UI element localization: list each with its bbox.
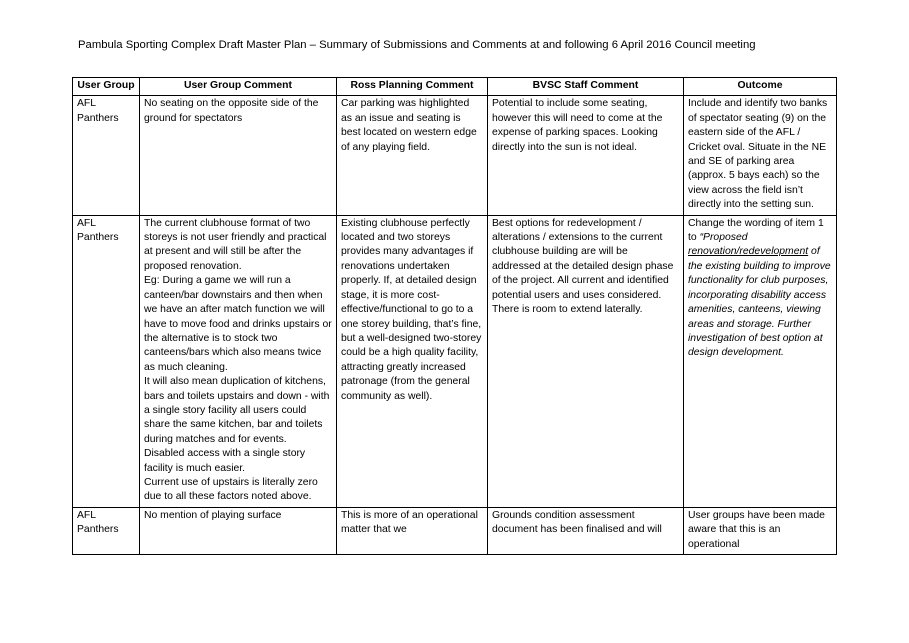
header-outcome: Outcome bbox=[684, 78, 837, 96]
cell-bvsc-staff-comment: Potential to include some seating, however this will need to come at the expense of parking spaces. Looking directly into the sun is not ideal. bbox=[488, 96, 684, 215]
outcome-quote-renovation: renovation bbox=[688, 246, 737, 258]
cell-user-group-comment bbox=[140, 215, 337, 507]
cell-ross-planning-comment: Existing clubhouse perfectly located and two storeys provides many advantages if renovations undertaken properly. If, at detailed design stage, it is more cost-effective/functional to go to a one storey building, that’s fine, but a well-designed two-storey could be a high quality facility, attracting greatly increased patronage (from the general community as well). bbox=[337, 215, 488, 507]
table-row bbox=[73, 215, 837, 507]
comment-paragraph: Current use of upstairs is literally zero due to all these factors noted above. bbox=[144, 476, 318, 503]
cell-ross-planning-comment: This is more of an operational matter that we bbox=[337, 507, 488, 554]
cell-ross-planning-comment: Car parking was highlighted as an issue and seating is best located on western edge of any playing field. bbox=[337, 96, 488, 215]
table-header-row bbox=[73, 78, 837, 96]
comment-paragraph: Disabled access with a single story facility is much easier. bbox=[144, 448, 306, 474]
cell-user-group-comment: No mention of playing surface bbox=[140, 507, 337, 554]
cell-outcome: Include and identify two banks of spectator seating (9) on the eastern side of the AFL / Cricket oval. Situate in the NE and SE of parking area (approx. 5 bays each) so the view across the field isn’t directly into the setting sun. bbox=[684, 96, 837, 215]
cell-user-group: AFL Panthers bbox=[73, 215, 140, 507]
header-ross-planning-comment: Ross Planning Comment bbox=[337, 78, 488, 96]
outcome-quote-rest: of the existing building to improve functionality for club purposes, incorporating disability access amenities, canteens, viewing areas and storage. Further investigation of best option at design development. bbox=[688, 246, 831, 359]
cell-user-group: AFL Panthers bbox=[73, 96, 140, 215]
outcome-intro: Change the wording of item 1 to bbox=[688, 217, 824, 244]
cell-bvsc-staff-comment: Grounds condition assessment document has been finalised and will bbox=[488, 507, 684, 554]
cell-outcome bbox=[684, 215, 837, 507]
table-row bbox=[73, 507, 837, 554]
header-user-group-comment: User Group Comment bbox=[140, 78, 337, 96]
document-title: Pambula Sporting Complex Draft Master Plan – Summary of Submissions and Comments at and following 6 April 2016 Council meeting bbox=[78, 39, 756, 51]
table-row bbox=[73, 96, 837, 215]
outcome-quote-open: “Proposed bbox=[699, 232, 748, 244]
cell-outcome: User groups have been made aware that this is an operational bbox=[684, 507, 837, 554]
header-bvsc-staff-comment: BVSC Staff Comment bbox=[488, 78, 684, 96]
outcome-quote-redevelopment: /redevelopment bbox=[736, 246, 809, 258]
header-user-group: User Group bbox=[73, 78, 140, 96]
cell-bvsc-staff-comment bbox=[488, 215, 684, 507]
cell-user-group-comment: No seating on the opposite side of the ground for spectators bbox=[140, 96, 337, 215]
comment-paragraph: There is room to extend laterally. bbox=[492, 304, 643, 316]
comment-paragraph: Eg: During a game we will run a canteen/bar downstairs and then when we have an after match function we will have to move food and drinks upstairs or the alternative is to stock two canteens/bars which also means twice as much cleaning. bbox=[144, 275, 332, 373]
comment-paragraph: The current clubhouse format of two storeys is not user friendly and practical at present and will still be after the proposed renovation. bbox=[144, 217, 327, 272]
comment-paragraph: It will also mean duplication of kitchens, bars and toilets upstairs and down - with a single story facility all users could share the same kitchen, bar and toilets during matches and for events. bbox=[144, 376, 330, 445]
submissions-table bbox=[72, 77, 837, 555]
cell-user-group: AFL Panthers bbox=[73, 507, 140, 554]
comment-paragraph: Best options for redevelopment / alterations / extensions to the current clubhouse building are will be addressed at the detailed design phase of the project. All current and identified potential users and uses considered. bbox=[492, 217, 674, 301]
